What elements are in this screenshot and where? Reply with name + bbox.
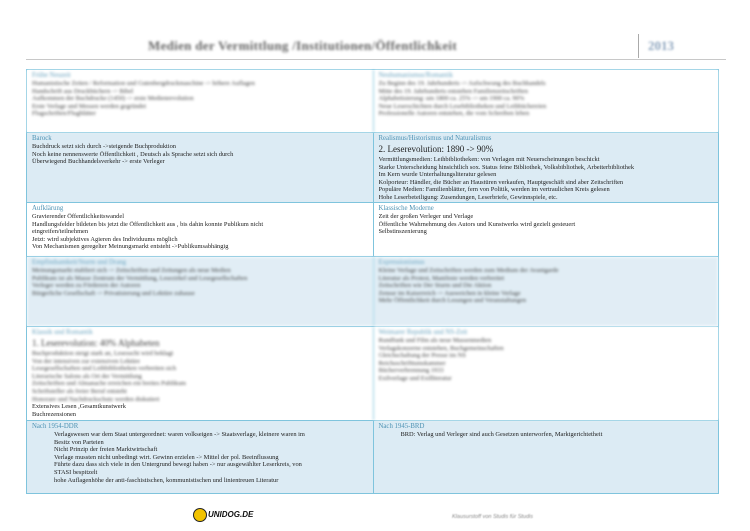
table-row (27, 327, 718, 421)
cell-line: Handlungsfelder bildeten bis jetzt die Öffentlichkeit aus , bis dahin konnte Publikum nicht (32, 220, 264, 228)
cell-klassische-moderne (373, 203, 719, 256)
table-row (27, 133, 718, 203)
list-item: ▪ hohe Auflagenhöhe der anti-faschistischen, kommunistischen und linientreuen Literatur (54, 477, 368, 485)
cell-line: Verleger werden zu Förderern der Autoren (32, 282, 141, 290)
list-item: Besitz von Parteien (54, 438, 104, 446)
cell-line: Publikum ist als Masse Zentrum der Vermittlung, Lesezirkel und Lesegesellschaften (32, 274, 248, 282)
list-item: ▪ Nicht Prinzip der freien Marktwirtschaft (54, 446, 368, 454)
cell-line: Rundfunk und Film als neue Massenmedien (378, 337, 492, 344)
cell-line: Lesegesellschaften und Leihbibliotheken verbreiten sich (32, 365, 177, 373)
cell-line: Professionelle Autoren entstehen, die vom Schreiben leben (378, 110, 530, 118)
epoch-label: Nach 1945-BRD (378, 423, 425, 430)
header-divider (638, 34, 639, 58)
cell-line: Erste Verlage und Messen werden gegründet (32, 102, 146, 110)
page-header (26, 30, 726, 60)
cell-line: Von der intensiven zur extensiven Lektüre (32, 357, 140, 365)
epoch-label: Frühe Neuzeit (32, 72, 71, 79)
table-row (27, 257, 718, 327)
list-item: ▪ Verlage mussten nicht unbedingt wirt. Gewinn erzielen -> Mittel der pol. Beeinflussung (54, 454, 368, 462)
cell-line: Mitte des 19. Jahrhunderts entstehen Familienzeitschriften (378, 87, 528, 95)
leserevolution-heading: 2. Leserevolution: 1890 -> 90% (378, 144, 494, 154)
epoch-label: Klassische Moderne (378, 205, 434, 212)
cell-line: Populäre Medien: Familienblätter, fern von Politik, werden im vertraulichen Kreis gelesen (378, 186, 610, 194)
cell-line: Von Mechanismen geregelter Meinungsmarkt entsteht ->Publikumsabhängig (32, 243, 229, 251)
cell-neuhumanismus (373, 70, 719, 132)
table-row (27, 421, 718, 493)
logo-text: UNIDOG.DE (208, 510, 254, 519)
cell-aufklaerung (27, 203, 373, 256)
cell-line: eingreifen/teilnehmen (32, 228, 89, 236)
cell-line: Schriftsteller als freier Beruf entsteht (32, 387, 127, 395)
cell-line: Selbstinszenierung (378, 228, 427, 236)
bullet-list (32, 431, 368, 484)
cell-barock (27, 133, 373, 202)
epoch-label: Expressionismus (378, 259, 425, 266)
cell-line: Bücherverbrennung 1933 (378, 367, 444, 375)
cell-line: Flugschriften/Flugblätter (32, 110, 96, 118)
cell-line: Handschrift aus Druckbüchern -> Bibel (32, 87, 134, 95)
table-row (27, 203, 718, 257)
epoch-table (26, 69, 719, 494)
epoch-label: Aufklärung (32, 205, 64, 212)
unidog-logo (193, 507, 254, 523)
cell-expressionismus (373, 257, 719, 326)
cell-line: Aufkommen der Buchdrucke (1450) -> erste Medienrevolution (32, 95, 194, 103)
cell-realismus (373, 133, 719, 202)
page-title: Medien der Vermittlung /Institutionen/Öffentlichkeit (148, 38, 457, 53)
cell-line: Kleine Verlage und Zeitschriften werden zum Medium der Avantgarde (378, 267, 559, 274)
epoch-label: Neuhumanismus/Romantik (378, 72, 453, 79)
list-item: ▪ Verlagswesen war dem Staat untergeordnet: waren volkseigen -> Staatsverlage, kleinere waren im (54, 431, 368, 439)
cell-line: Gravierender Öffentlichkeitswandel (32, 213, 124, 220)
epoch-label: Klassik und Romantik (32, 329, 93, 336)
cell-line: Zensur im Kaiserreich -> Ausweichen in kleine Verlage (378, 289, 521, 297)
dog-mascot-icon (193, 508, 207, 522)
cell-line: Meinungsmarkt etabliert sich -> Zeitschriften und Zeitungen als neue Medien (32, 267, 231, 274)
cell-line: Literatur als Protest, Manifeste werden verbreitet (378, 274, 505, 282)
epoch-label: Weimarer Republik und NS-Zeit (378, 329, 468, 336)
cell-line: Honorare und Nachdruckschutz werden diskutiert (32, 395, 160, 403)
epoch-label: Realismus/Historismus und Naturalismus (378, 135, 492, 142)
cell-line: Vermittlungsmedien: Leihbibliotheken: von Verlagen mit Neuerscheinungen beschickt (378, 156, 600, 163)
list-item: STASI bespitzelt (54, 468, 98, 476)
cell-brd (373, 421, 719, 493)
cell-line: Literarische Salons als Ort der Vermittlung (32, 372, 142, 380)
epoch-label: Nach 1954-DDR (32, 423, 79, 430)
cell-line: Zeitschriften wie Der Sturm und Die Aktion (378, 282, 492, 290)
list-item: ▪ Führte dazu dass sich viele in den Untergrund bewegt haben -> nur ausgewählter Leserkreis, von (54, 461, 368, 469)
cell-weimar-ns (373, 327, 719, 420)
cell-line: Bürgerliche Gesellschaft -> Privatisierung und Lektüre zuhause (32, 289, 195, 297)
cell-line: Zeitschriften und Almanache erreichen ein breites Publikum (32, 380, 187, 388)
cell-line: Extensives Lesen ,Gesamtkunstwerk (32, 403, 126, 411)
cell-line: Reichsschrifttumskammer (378, 359, 446, 367)
cell-line: Zu Beginn des 19. Jahrhunderts -> Aufschwung des Buchhandels (378, 80, 546, 87)
year-label: 2013 (648, 38, 674, 53)
cell-line: Buchdruck setzt sich durch ->steigende Buchproduktion (32, 143, 176, 150)
bullet-list (379, 431, 714, 439)
leserevolution-heading: 1. Leserevolution: 40% Alphabeten (32, 338, 160, 348)
list-item: ▪ BRD: Verlag und Verleger sind auch Gesetzen unterworfen, Marktgerichtetheit (401, 431, 714, 439)
cell-line: Öffentliche Wahrnehmung des Autors und Kunstwerks wird gezielt gesteuert (378, 220, 576, 228)
cell-line: Im Kern wurde Unterhaltungsliteratur gelesen (378, 171, 497, 179)
cell-empfindsamkeit (27, 257, 373, 326)
cell-line: Hohe Leserbeteiligung: Zusendungen, Leserbriefe, Gewinnspiele, etc. (378, 193, 558, 201)
cell-line: Verlagskonzerne entstehen, Buchgemeinschaften (378, 344, 504, 352)
cell-line: Gleichschaltung der Presse im NS (378, 352, 466, 360)
cell-line: Buchrezensionen (32, 410, 77, 418)
cell-line: Noch keine nennenswerte Öffentlichkeit , Deutsch als Sprache setzt sich durch (32, 150, 234, 158)
cell-line: Kolporteur: Händler, die Bücher an Haustüren verkaufen, Hauptgeschäft sind aber Zeitschriften (378, 178, 624, 186)
cell-line: Mehr Öffentlichkeit durch Lesungen und Veranstaltungen (378, 297, 527, 305)
cell-line: Humanistische Zeiten / Reformation und Gutenbergdruckmaschine -> höhere Auflagen (32, 80, 255, 87)
epoch-label: Empfindsamkeit/Sturm und Drang (32, 259, 127, 266)
cell-klassik-romantik (27, 327, 373, 420)
cell-line: Buchproduktion steigt stark an, Lesesucht wird beklagt (32, 350, 174, 357)
epoch-label: Barock (32, 135, 52, 142)
table-row (27, 70, 718, 133)
cell-line: Starke Unterscheidung hinsichtlich sox. Status feine Bibliothek, Volksbibliothek, Arbeiterbibliothek (378, 163, 635, 171)
cell-ddr (27, 421, 373, 493)
cell-line: Neue Leserschichten durch Lesebibliotheken und Leihbüchereien (378, 102, 547, 110)
cell-line: Exilverlage und Exilliteratur (378, 374, 452, 382)
cell-line: Überwiegend Buchhandelsverkehr -> erste Verleger (32, 158, 165, 166)
cell-fruehe-neuzeit (27, 70, 373, 132)
cell-line: Jetzt: wird subjektives Agieren des Individuums möglich (32, 235, 178, 243)
footer-note: Klausurstoff von Studis für Studis (452, 514, 534, 520)
cell-line: Zeit der großen Verleger und Verlage (378, 213, 474, 220)
cell-line: Alphabetisierung: um 1800 ca. 25% -> um 1900 ca. 90% (378, 95, 525, 103)
